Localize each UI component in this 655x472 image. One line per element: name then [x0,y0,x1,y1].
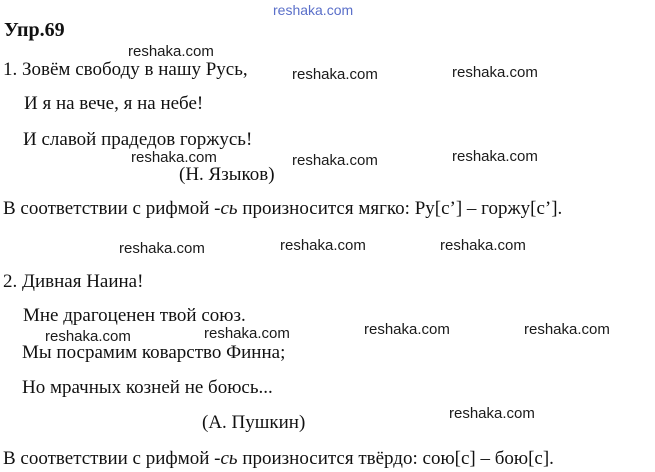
watermark: reshaka.com [452,64,538,81]
verse-line: 1. Зовём свободу в нашу Русь, [3,59,248,80]
author: (А. Пушкин) [202,412,306,433]
watermark: reshaka.com [204,325,290,342]
watermark: reshaka.com [364,321,450,338]
watermark: reshaka.com [292,66,378,83]
explanation [3,199,562,218]
watermark: reshaka.com [292,152,378,169]
explanation [3,449,554,468]
explanation-text: В соответствии с рифмой [3,198,215,219]
watermark: reshaka.com [131,149,217,166]
verse-line: Мне драгоценен твой союз. [23,305,246,326]
watermark: reshaka.com [119,240,205,257]
watermark: reshaka.com [273,2,354,18]
verse-line: Мы посрамим коварство Финна; [22,342,286,363]
watermark: reshaka.com [449,405,535,422]
explanation-text: произносится мягко: Ру[с’] – горжу[с’]. [237,198,563,219]
verse-line: 2. Дивная Наина! [3,271,144,292]
verse-line: Но мрачных козней не боюсь... [22,377,273,398]
exercise-title: Упр.69 [4,19,65,41]
watermark: reshaka.com [440,237,526,254]
verse-line: И славой прадедов горжусь! [23,129,253,150]
ending-mark: -сь [214,198,238,219]
watermark: reshaka.com [45,328,131,345]
author: (Н. Языков) [179,164,275,185]
watermark: reshaka.com [128,43,214,60]
ending-mark: -сь [214,448,238,469]
watermark: reshaka.com [452,148,538,165]
watermark: reshaka.com [524,321,610,338]
explanation-text: В соответствии с рифмой [3,448,215,469]
watermark: reshaka.com [280,237,366,254]
explanation-text: произносится твёрдо: сою[с] – бою[с]. [237,448,554,469]
verse-line: И я на вече, я на небе! [24,93,204,114]
